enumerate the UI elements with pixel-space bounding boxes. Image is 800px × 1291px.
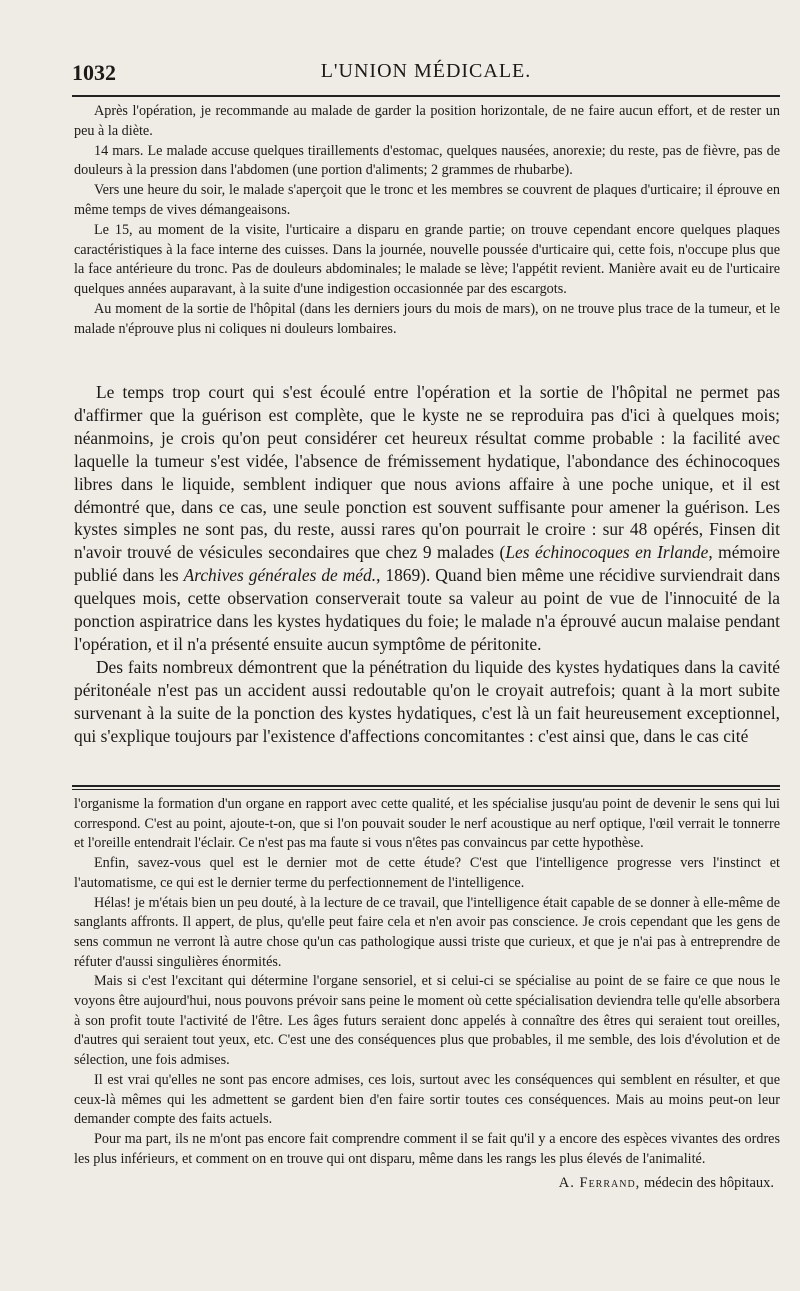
page-header bbox=[72, 60, 780, 90]
paragraph: Au moment de la sortie de l'hôpital (dans les derniers jours du mois de mars), on ne trouve plus trace de la tumeur, et le malade n'éprouve plus ni coliques ni douleurs lombaires. bbox=[74, 300, 780, 337]
page-title: L'UNION MÉDICALE. bbox=[320, 60, 532, 82]
signature bbox=[74, 1175, 780, 1192]
italic-title: Les échinocoques en Irlande bbox=[505, 542, 709, 563]
paragraph: Il est vrai qu'elles ne sont pas encore admises, ces lois, surtout avec les conséquences qui semblent en résulter, et que ceux-là mêmes qui les admettent se gardent bien d'en faire sortir toutes ces conséquences. Mais au moins peut-on leur demander compte des faits actuels. bbox=[74, 1071, 780, 1128]
paragraph: l'organisme la formation d'un organe en rapport avec cette qualité, et les spécialise jusqu'au point de devenir le sens qui lui correspond. C'est au point, ajoute-t-on, que si l'on pouvait souder le nerf acoustique au nerf optique, l'œil verrait le tonnerre et l'oreille entendrait l'éclair. Ce n'est pas ma faute si vous n'êtes pas convaincus par cette hypothèse. bbox=[74, 796, 780, 852]
text-run: , mémoire publié dans les bbox=[74, 542, 780, 586]
paragraph: Hélas! je m'étais bien un peu douté, à la lecture de ce travail, que l'intelligence était capable de se donner à elle-même de sanglants affronts. Il appert, de plus, qu'elle peut faire cela et n'en avoir pas conscience. Je crois cependant que les gens de sens commun ne verront là autre chose qu'un cas pathologique aussi triste que curieux, et que je n'ai pas à entreprendre de réfuter d'aussi singulières énormités. bbox=[74, 894, 780, 970]
italic-title: Archives générales de méd. bbox=[183, 565, 377, 586]
header-rule bbox=[72, 95, 780, 97]
text-run: , 1869). Quand bien même une récidive surviendrait dans quelques mois, cette observation conserverait toute sa valeur au point de vue de l'innocuité de la ponction aspiratrice dans les kystes hydatiques du foie; le malade n'a éprouvé aucun malaise pendant l'opération, et il n'a présenté ensuite aucun symptôme de péritonite. bbox=[74, 565, 780, 654]
section-divider-thin bbox=[72, 789, 780, 790]
paragraph: Le 15, au moment de la visite, l'urticaire a disparu en grande partie; on trouve cependant encore quelques plaques caractéristiques à la face interne des cuisses. Dans la journée, nouvelle poussée d'urticaire qui, cette fois, n'occupe plus que la face antérieure du tronc. Pas de douleurs abdominales; le malade se lève; l'appétit revient. Manière avait eu de l'urticaire quelques années auparavant, à la suite d'une indigestion occasionnée par des escargots. bbox=[74, 221, 780, 298]
main-text bbox=[74, 381, 780, 748]
page-number: 1032 bbox=[72, 60, 116, 85]
author-name: A. Ferrand, bbox=[558, 1175, 641, 1192]
author-role: médecin des hôpitaux. bbox=[640, 1175, 774, 1192]
paragraph: 14 mars. Le malade accuse quelques tiraillements d'estomac, quelques nausées, anorexie; du reste, pas de fièvre, pas de douleurs à la pression dans l'abdomen (une portion d'aliments; 2 grammes de rhubarbe). bbox=[74, 142, 780, 179]
paragraph: Des faits nombreux démontrent que la pénétration du liquide des kystes hydatiques dans la cavité péritonéale n'est pas un accident aussi redoutable qu'on le croyait autrefois; quant à la mort subite survenant à la suite de la ponction des kystes hydatiques, c'est là un fait heureusement exceptionnel, qui s'explique toujours par l'existence d'affections concomitantes : c'est ainsi que, dans le cas cité bbox=[74, 656, 780, 746]
paragraph bbox=[74, 381, 780, 656]
paragraph: Après l'opération, je recommande au malade de garder la position horizontale, de ne faire aucun effort, et de rester un peu à la diète. bbox=[74, 103, 780, 139]
paragraph: Mais si c'est l'excitant qui détermine l'organe sensoriel, et si celui-ci se spécialise au point de se faire ce que nous le voyons être aujourd'hui, nous pouvons prévoir sans peine le moment où cette spécialisation deviendra telle qu'elle absorbera à son profit toute l'activité de l'être. Les âges futurs seraient donc appelés à connaître des êtres qui seraient tout oreilles, d'autres qui seraient tout yeux, etc. C'est une des conséquences plus que probables, il me semble, des lois d'évolution et de sélection, une fois admises. bbox=[74, 973, 780, 1069]
text-run: Le temps trop court qui s'est écoulé entre l'opération et la sortie de l'hôpital ne permet pas d'affirmer que la guérison est complète, que le kyste ne se reproduira pas d'ici à quelques mois; néanmoins, je crois qu'on peut considérer cet heureux résultat comme probable : la facilité avec laquelle la tumeur s'est vidée, l'absence de frémissement hydatique, l'abondance des échinocoques libres dans le liquide, semblent indiquer que nous avions affaire à une poche unique, et il est démontré que, dans ce cas, une seule ponction est souvent suffisante pour amener la guérison. Les kystes simples ne sont pas, du reste, aussi rares qu'on pourrait le croire : sur 48 opérés, Finsen dit n'avoir trouvé de vésicules secondaires que chez 9 malades ( bbox=[74, 382, 780, 563]
paragraph: Pour ma part, ils ne m'ont pas encore fait comprendre comment il se fait qu'il y a encore des espèces vivantes des ordres les plus inférieurs, et comment on en trouve qui ont disparu, même dans les rangs les plus élevés de l'animalité. bbox=[74, 1130, 780, 1167]
observation-notes bbox=[74, 102, 780, 340]
paragraph: Enfin, savez-vous quel est le dernier mot de cette étude? C'est que l'intelligence progresse vers l'instinct et l'automatisme, ce qui est le dernier terme du perfectionnement de l'intelligence. bbox=[74, 855, 780, 891]
feuilleton bbox=[74, 795, 780, 1192]
paragraph: Vers une heure du soir, le malade s'aperçoit que le tronc et les membres se couvrent de plaques d'urticaire; il éprouve en même temps de vives démangeaisons. bbox=[74, 182, 780, 218]
section-divider bbox=[72, 785, 780, 787]
